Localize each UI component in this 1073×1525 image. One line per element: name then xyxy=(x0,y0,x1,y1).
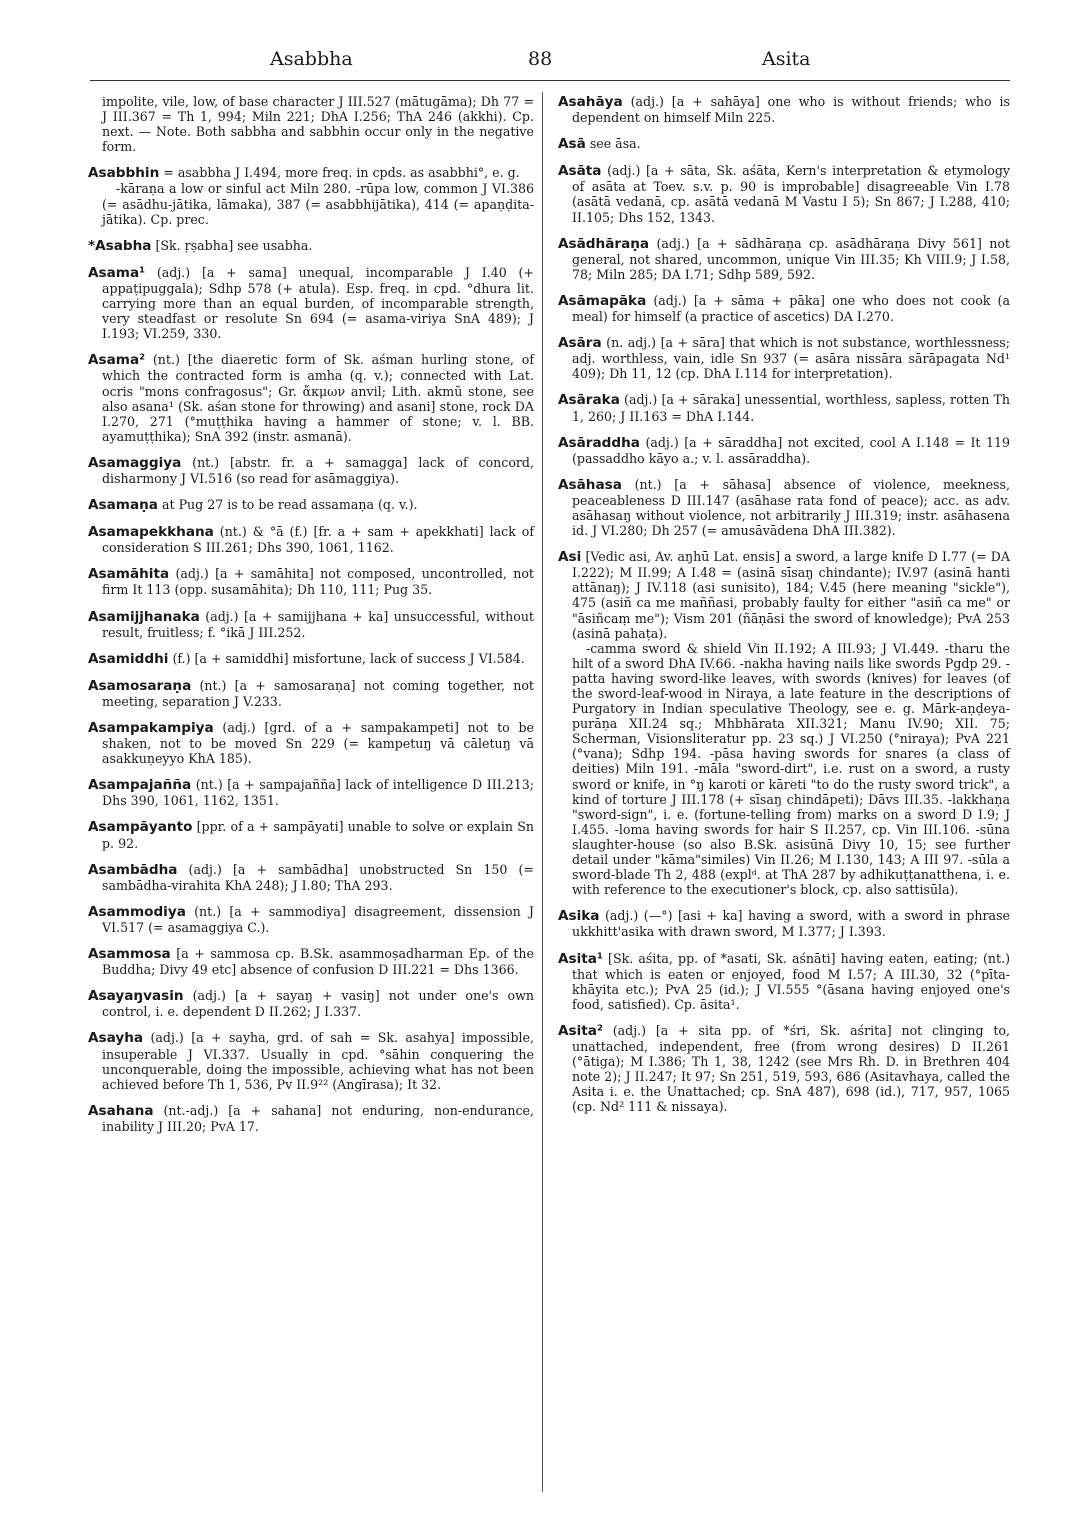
entry-headword: Asāmapāka xyxy=(558,292,647,309)
dictionary-entry xyxy=(558,435,1010,466)
dictionary-entry xyxy=(88,238,534,254)
dictionary-entry xyxy=(558,236,1010,282)
entry-headword: Asāhasa xyxy=(558,476,622,493)
header-right-word: Asita xyxy=(762,48,811,70)
entry-text: (nt.) & °ā (f.) [fr. a + sam + apekkhati] lack of consideration S III.261; Dhs 390, 1061, 1162. xyxy=(102,524,534,556)
entry-text: (adj.) [grd. of a + sampakampeti] not to be shaken, not to be moved Sn 229 (= kampetuŋ vā cāletuŋ vā asakkuṇeyyo KhA 185). xyxy=(102,720,534,767)
dictionary-entry xyxy=(558,1023,1010,1115)
dictionary-entry xyxy=(558,477,1010,538)
entry-text: (adj.) [a + sāraddha] not excited, cool A I.148 = It 119 (passaddho kāyo a.; v. l. assāraddha). xyxy=(572,434,1010,466)
entry-text: (adj.) [a + sama] unequal, incomparable J I.40 (+ appaṭipuggala); Sdhp 578 (+ atula). Esp. freq. in cpd. °dhura lit. carrying more than an equal burden, of incomparable strength, very steadfast or resolute Sn 694 (= asama-viriya SnA 489); J I.193; VI.259, 330. xyxy=(102,264,534,342)
entry-headword: Asampāyanto xyxy=(88,819,193,836)
entry-headword: Asammosa xyxy=(88,946,171,963)
entry-text: (adj.) [a + sita pp. of *śri, Sk. aśrita] not clinging to, unattached, independent, free (from wrong desires) D II.261 (°ātiga); M I.386; Th 1, 38, 1242 (see Mrs Rh. D. in Brethren 404 note 2); J II.247; It 97; Sn 251, 519, 593, 686 (Asitavhaya, called the Asita i. e. the Unattached; cp. SnA 487), 698 (id.), 717, 957, 1065 (cp. Nd² 111 & nissaya). xyxy=(572,1022,1010,1115)
entry-headword: Asamaggiya xyxy=(88,454,182,471)
entry-headword: Asamāhita xyxy=(88,566,170,583)
entry-text: (adj.) [a + sādhāraṇa cp. asādhāraṇa Divy 561] not general, not shared, uncommon, unique Vin III.35; Kh VIII.9; J I.58, 78; Miln 285; DA I.71; Sdhp 589, 592. xyxy=(572,235,1010,282)
dictionary-entry xyxy=(88,819,534,850)
dictionary-entry xyxy=(88,651,534,667)
entry-headword: Asabbhin xyxy=(88,165,160,182)
left-column xyxy=(88,94,534,1145)
entry-text: (nt.) [a + sampajañña] lack of intelligence D III.213; Dhs 390, 1061, 1162, 1351. xyxy=(102,777,534,809)
entry-text: (adj.) [a + samāhita] not composed, uncontrolled, not firm It 113 (opp. susamāhita); Dh 110, 111; Pug 35. xyxy=(102,566,534,598)
entry-text: (adj.) [a + sayha, grd. of sah = Sk. asahya] impossible, insuperable J VI.337. Usually in cpd. °sāhin conquering the unconquerable, doing the impossible, achieving what has not been achieved before Th 1, 536, Pv II.9²² (Angīrasa); It 32. xyxy=(102,1030,534,1092)
entry-headword: Asayha xyxy=(88,1030,144,1047)
entry-headword: Asamosaraṇa xyxy=(88,677,192,694)
page-header xyxy=(90,48,1010,76)
entry-text: (adj.) [a + sahāya] one who is without friends; who is dependent on himself Miln 225. xyxy=(572,94,1010,126)
entry-text: (nt.) [a + samosaraṇa] not coming together, not meeting, separation J V.233. xyxy=(102,677,534,709)
entry-headword: Asāra xyxy=(558,335,602,352)
entry-text: see āsa. xyxy=(589,136,641,152)
entry-headword: Asāta xyxy=(558,163,602,180)
entry-text: impolite, vile, low, of base character J III.527 (mātugāma); Dh 77 = J III.367 = Th 1, 994; Miln 221; DhA I.256; ThA 246 (akkhi). Cp. next. — Note. Both sabbha and sabbhin occur only in the negative form. xyxy=(102,94,534,155)
entry-headword: Asi xyxy=(558,549,582,566)
entry-text: (adj.) (—°) [asi + ka] having a sword, with a sword in phrase ukkhitt'asika with drawn sword, M I.377; J I.393. xyxy=(572,908,1010,940)
entry-headword: Asita² xyxy=(558,1022,603,1039)
entry-headword: Asama¹ xyxy=(88,264,146,281)
entry-headword: Asika xyxy=(558,908,600,925)
entry-text: [a + sammosa cp. B.Sk. asammoṣadharman Ep. of the Buddha; Divy 49 etc] absence of confusion D III.221 = Dhs 1366. xyxy=(102,946,534,978)
dictionary-entry xyxy=(88,1030,534,1091)
dictionary-entry xyxy=(88,455,534,486)
entry-headword: Asāraka xyxy=(558,392,620,409)
dictionary-entry xyxy=(558,392,1010,423)
entry-headword: Asāraddha xyxy=(558,434,640,451)
header-left-word: Asabbha xyxy=(270,48,353,70)
dictionary-entry xyxy=(88,265,534,341)
page-number: 88 xyxy=(528,48,553,70)
entry-headword: Asayaŋvasin xyxy=(88,988,184,1005)
dictionary-entry xyxy=(88,524,534,555)
dictionary-entry xyxy=(88,352,534,444)
entry-text: [Sk. ṛṣabha] see usabha. xyxy=(155,237,313,253)
entry-headword: Asambādha xyxy=(88,861,178,878)
entry-text: (adj.) [a + sambādha] unobstructed Sn 150 (= sambādha-virahita KhA 248); J I.80; ThA 293. xyxy=(102,861,534,893)
entry-headword: Asamiddhi xyxy=(88,650,169,667)
entry-text: [Vedic asi, Av. aŋhū Lat. ensis] a sword, a large knife D I.77 (= DA I.222); M II.99; A I.48 = (asinā sīsaŋ chindante); IV.97 (asinā hanti attānaŋ); J IV.118 (asi sunisito), 184; V.45 (here meaning "sickle"), 475 (asiñ ca me maññasi, probably faulty for either "asiñ ca me" or "āsiñcaṃ me"); Vism 201 (ñāṇāsi the sword of knowledge); PvA 253 (asinā pahaṭa). xyxy=(572,549,1010,641)
entry-text: at Pug 27 is to be read assamaṇa (q. v.). xyxy=(162,497,418,513)
dictionary-entry xyxy=(88,609,534,640)
entry-text: (nt.) [a + sammodiya] disagreement, dissension J VI.517 (= asamaggiya C.). xyxy=(102,903,534,935)
entry-text: (n. adj.) [a + sāra] that which is not substance, worthlessness; adj. worthless, vain, idle Sn 937 (= asāra nissāra sārāpagata Nd¹ 409); Dh 11, 12 (cp. DhA I.114 for interpretation). xyxy=(572,335,1010,382)
right-column xyxy=(558,94,1010,1125)
entry-headword: Asama² xyxy=(88,352,146,369)
entry-headword: Asamijjhanaka xyxy=(88,608,200,625)
entry-text: [ppr. of a + sampāyati] unable to solve or explain Sn p. 92. xyxy=(102,819,534,851)
entry-text: = asabbha J I.494, more freq. in cpds. as asabbhi°, e. g. xyxy=(163,165,520,181)
dictionary-entry xyxy=(88,678,534,709)
column-divider xyxy=(542,92,543,1492)
dictionary-entry xyxy=(558,951,1010,1012)
dictionary-entry xyxy=(558,136,1010,152)
dictionary-entry xyxy=(558,94,1010,125)
entry-text: (adj.) [a + sāta, Sk. aśāta, Kern's interpretation & etymology of asāta at Toev. s.v. p. 90 is improbable] disagreeable Vin I.78 (asātā vedanā, cp. asātā vedanā M Vastu I 5); Sn 867; J I.288, 410; II.105; Dhs 152, 1343. xyxy=(572,163,1011,225)
dictionary-entry xyxy=(558,335,1010,381)
dictionary-entry xyxy=(558,549,1010,897)
entry-text: (nt.) [the diaeretic form of Sk. aśman hurling stone, of which the contracted form is amha (q. v.); connected with Lat. ocris "mons confragosus"; Gr. ἄκμων anvil; Lith. akmũ stone, see also asana¹ (Sk. aśan stone for throwing) and asani] stone, rock DA I.270, 271 (°muṭṭhika having a hammer of stone; v. l. BB. ayamuṭṭhika); SnA 392 (instr. asmanā). xyxy=(102,352,534,444)
entry-headword: Asampakampiya xyxy=(88,720,214,736)
entry-headword: Asahāya xyxy=(558,94,623,110)
entry-headword: Asā xyxy=(558,136,586,153)
entry-headword: Asahana xyxy=(88,1102,154,1119)
dictionary-entry xyxy=(88,946,534,977)
dictionary-entry xyxy=(88,1103,534,1134)
entry-text: [Sk. aśita, pp. of *asati, Sk. aśnāti] having eaten, eating; (nt.) that which is eaten or enjoyed, food M I.57; A III.30, 32 (°pīta-khāyita etc.); PvA 25 (id.); J VI.555 °(āsana having enjoyed one's food, satisfied). Cp. āsita¹. xyxy=(572,950,1010,1012)
dictionary-entry xyxy=(88,862,534,893)
entry-text: (adj.) [a + sāma + pāka] one who does not cook (a meal) for himself (a practice of ascetics) DA I.270. xyxy=(572,292,1010,325)
dictionary-entry xyxy=(558,293,1010,324)
dictionary-entry xyxy=(88,497,534,513)
continued-entry xyxy=(88,94,534,154)
dictionary-entry xyxy=(558,908,1010,939)
dictionary-entry xyxy=(88,988,534,1019)
entry-text: (adj.) [a + sāraka] unessential, worthless, sapless, rotten Th 1, 260; J II.163 = DhA I.144. xyxy=(572,392,1010,424)
entry-headword: Asampajañña xyxy=(88,777,192,794)
entry-headword: Asādhāraṇa xyxy=(558,235,650,252)
dictionary-entry xyxy=(88,566,534,597)
entry-text: (f.) [a + samiddhi] misfortune, lack of success J VI.584. xyxy=(172,650,525,666)
dictionary-entry xyxy=(88,904,534,935)
dictionary-entry xyxy=(558,163,1010,224)
entry-text: (nt.-adj.) [a + sahana] not enduring, non-endurance, inability J III.20; PvA 17. xyxy=(102,1102,534,1134)
entry-headword: *Asabha xyxy=(88,237,152,254)
entry-text: (nt.) [a + sāhasa] absence of violence, meekness, peaceableness D III.147 (asāhase rata fond of peace); acc. as adv. asāhasaŋ without violence, not arbitrarily J III.319; instr. asāhasena id. J VI.280; Dh 257 (= amusāvādena DhA III.382). xyxy=(572,476,1010,539)
header-rule xyxy=(90,80,1010,81)
entry-headword: Asita¹ xyxy=(558,950,603,967)
entry-headword: Asamaṇa xyxy=(88,497,158,514)
entry-compounds: -kāraṇa a low or sinful act Miln 280. -rūpa low, common J VI.386 (= asādhu-jātika, lāmaka), 387 (= asabbhijātika), 414 (= apaṇḍita-jātika). Cp. prec. xyxy=(102,181,534,227)
entry-text: (nt.) [abstr. fr. a + samagga] lack of concord, disharmony J VI.516 (so read for asāmaggiya). xyxy=(102,454,534,486)
entry-text: (adj.) [a + sayaŋ + vasiŋ] not under one's own control, i. e. dependent D II.262; J I.337. xyxy=(102,988,534,1020)
entry-text: (adj.) [a + samijjhana + ka] unsuccessful, without result, fruitless; f. °ikā J III.252. xyxy=(102,608,534,640)
entry-headword: Asammodiya xyxy=(88,903,186,920)
entry-headword: Asamapekkhana xyxy=(88,524,214,541)
dictionary-entry xyxy=(88,720,534,766)
dictionary-entry xyxy=(88,165,534,226)
entry-compounds: -camma sword & shield Vin II.192; A III.93; J VI.449. -tharu the hilt of a sword DhA IV.66. -nakha having nails like swords Pgdp 29. -patta having sword-like leaves, with swords (knives) for leaves (of the sword-leaf-wood in Niraya, a late feature in the descriptions of Purgatory in Indian speculative Theology, see e. g. Mārk-aṇḍeya-purāṇa XII.24 sq.; Mhbhārata XII.321; Manu IV.90; XII. 75; Scherman, Visionsliteratur pp. 23 sq.) J VI.250 (°niraya); PvA 221 (°vana); Sdhp 194. -pāsa having swords for snares (a class of deities) Miln 191. -māla "sword-dirt", i.e. rust on a sword, a rusty sword or knife, in °ŋ karoti or kāreti "to do the rusty sword trick", a kind of torture J III.178 (+ sīsaŋ chindāpeti); Dāvs III.35. -lakkhaṇa "sword-sign", i. e. (fortune-telling from) marks on a sword D I.9; J I.455. -loma having swords for hair S II.257, cp. Vin III.106. -sūna slaughter-house (so also B.Sk. asisūnā Divy 10, 15; see further detail under "kāma"similes) Vin II.26; M I.130, 143; A III 97. -sūla a sword-blade Th 2, 488 (explᵈ. at ThA 287 by adhikuṭṭanatthena, i. e. with reference to the executioner's block, cp. also sattisūla). xyxy=(572,640,1010,898)
dictionary-entry xyxy=(88,777,534,808)
